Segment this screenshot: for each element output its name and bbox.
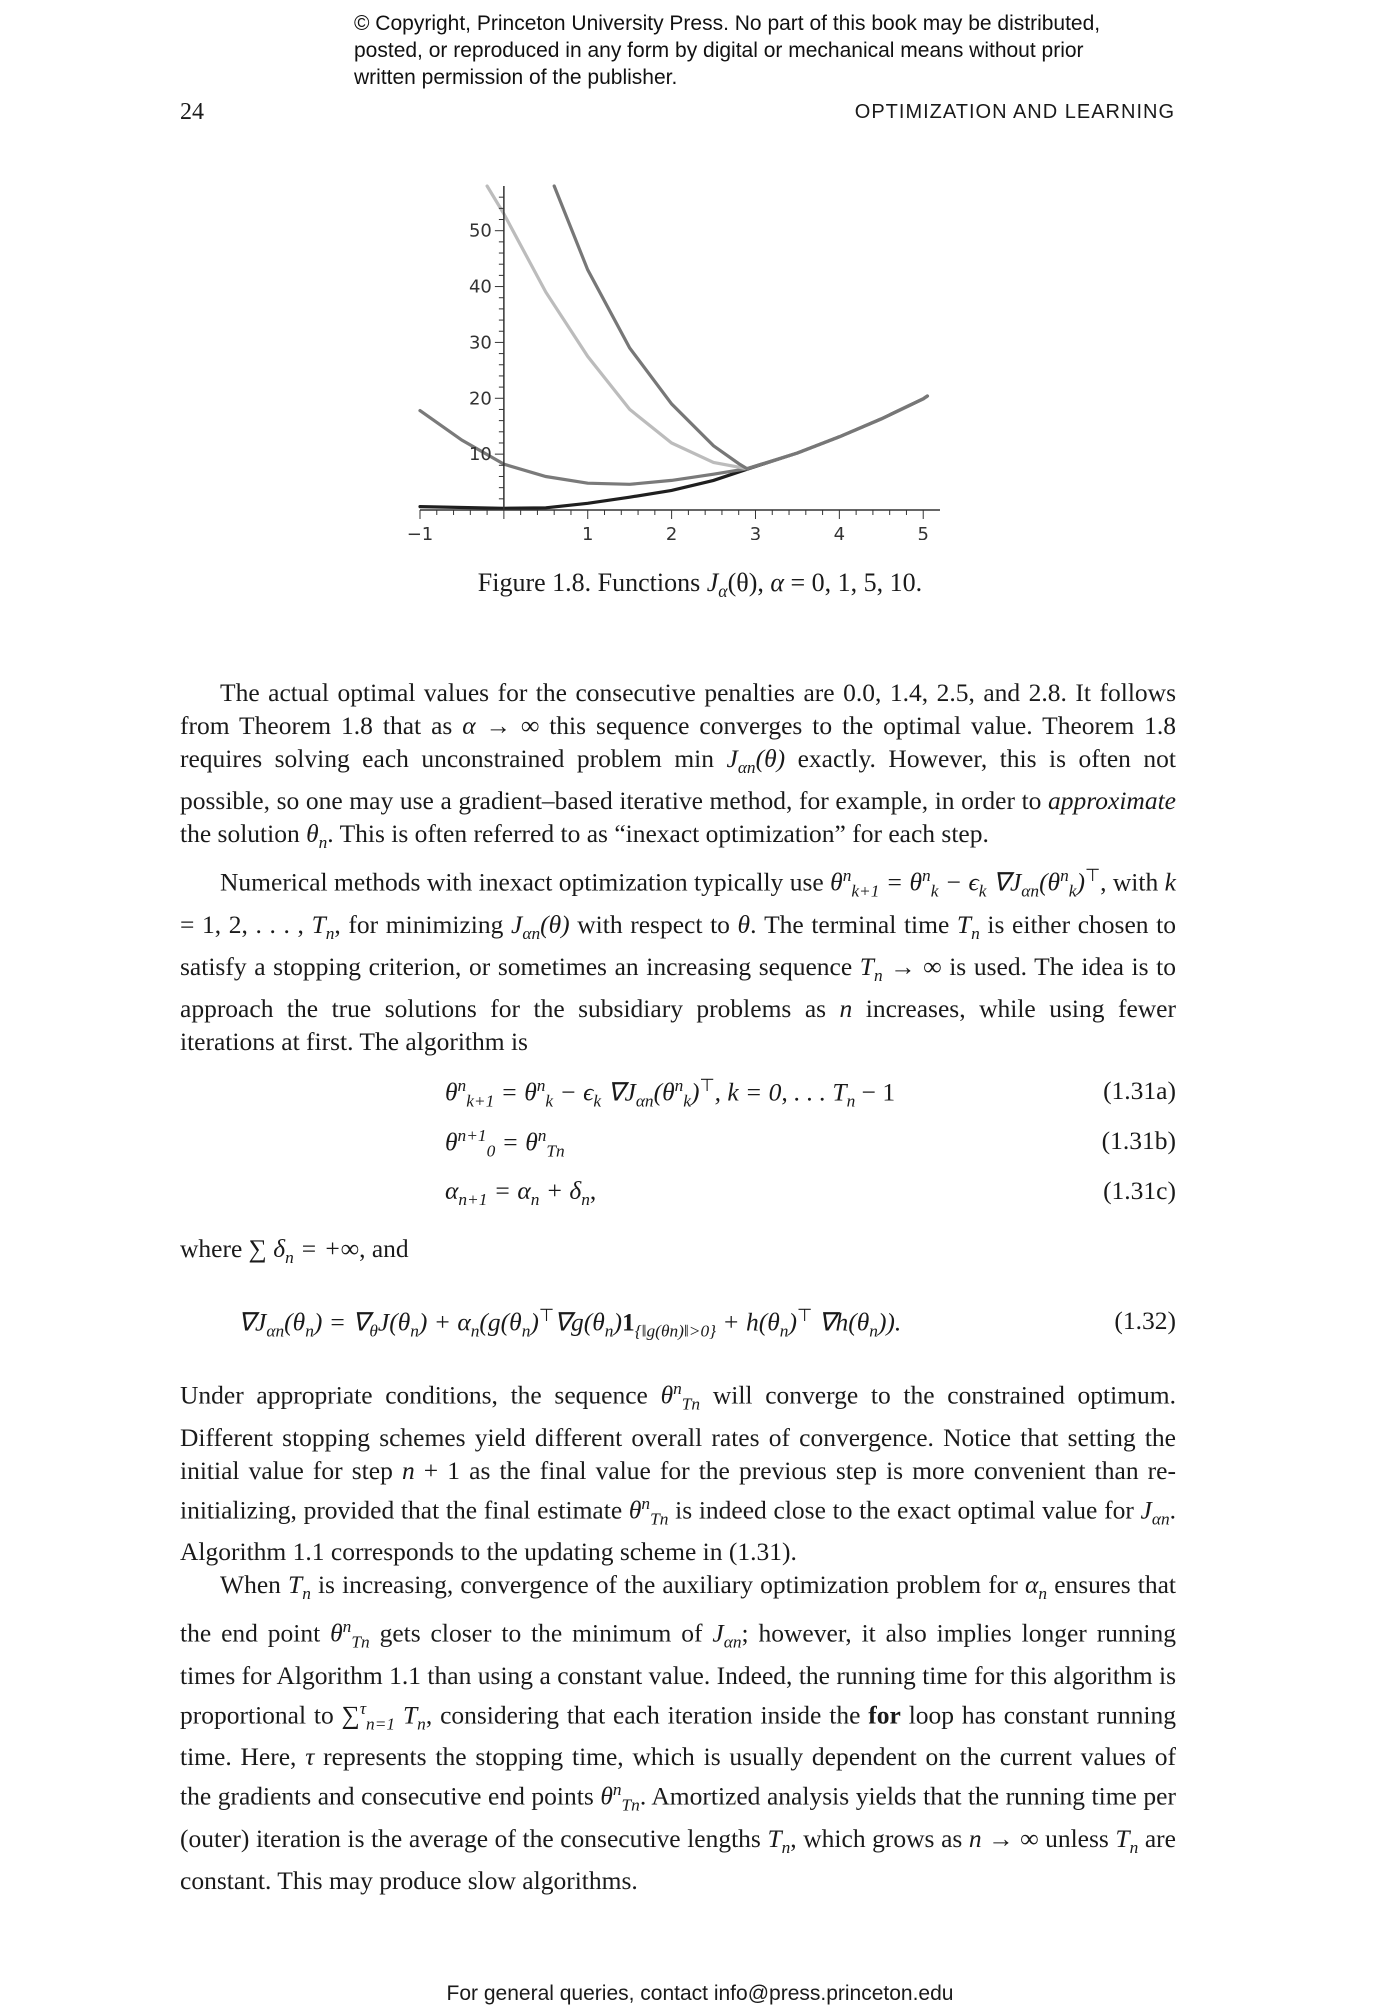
x-tick-label: −1 (406, 524, 434, 540)
where-line: where ∑ $\delta_n$ = +∞, and (180, 1234, 409, 1268)
series-line-1 (420, 396, 927, 508)
paragraph: The actual optimal values for the consecutive penalties are 0.0, 1.4, 2.5, and 2.8. It follows from Theorem 1.8 that as α → ∞ this sequence converges to the optimal value. Theorem 1.8 requires solving each unconstrained problem $\min J_{\alpha n}(\theta)$ exactly. However, this is often not possible, so one may use a gradient–based iterative method, for example, in order to approximate the solution $\theta_n$. This is often referred to as “inexact optimization” for each step. (180, 678, 1176, 853)
series-line-2 (420, 396, 927, 484)
x-tick-label: 4 (833, 524, 846, 540)
y-tick-label: 30 (468, 332, 492, 354)
paragraph: When $T_n$ is increasing, convergence of the auxiliary optimization problem for $\alpha_n$ ensures that the end point $\theta^n_{Tn}$ gets closer to the minimum of $J_{\alpha n}$; however, it also implies longer running times for Algorithm 1.1 than using a constant value. Indeed, the running time for this algorithm is proportional to ∑$^\tau_{n=1}$ $T_n$, considering that each iteration inside the for loop has constant running time. Here, τ represents the stopping time, which is usually dependent on the current values of the gradients and consecutive end points $\theta^n_{Tn}$. Amortized analysis yields that the running time per (outer) iteration is the average of the consecutive lengths $T_n$, which grows as n → ∞ unless $T_n$ are constant. This may produce slow algorithms. (180, 1570, 1177, 1896)
running-head: OPTIMIZATION AND LEARNING (854, 101, 1175, 123)
y-tick-label: 10 (468, 444, 492, 466)
equation-block (180, 1066, 1176, 1216)
figure-caption: Figure 1.8. Functions $J_\alpha(\theta)$, α = 0, 1, 5, 10. (477, 568, 923, 602)
footer-contact: For general queries, contact info@press.princeton.edu (446, 1982, 954, 2005)
series-line-4 (554, 186, 927, 469)
equation-row: $\theta^n_{k+1} = \theta^n_k - \epsilon_k$ $\nabla J_{\alpha n}(\theta^n_k)^⊤$, k = 0, . . . $T_n - 1$ (1.31a) (445, 1076, 1176, 1111)
y-tick-label: 50 (468, 220, 492, 242)
equation-number: (1.32) (1114, 1306, 1176, 1335)
paragraph: Numerical methods with inexact optimization typically use $\theta^n_{k+1} = \theta^n_k - \epsilon_k$ $\nabla J_{\alpha n}(\theta^n_k)^⊤$, with k = 1, 2, . . . , $T_n$, for minimizing $J_{\alpha n}(\theta)$ with respect to θ. The terminal time $T_n$ is either chosen to satisfy a stopping criterion, or sometimes an increasing sequence $T_n$ → ∞ is used. The idea is to approach the true solutions for the subsidiary problems as n increases, while using fewer iterations at first. The algorithm is (180, 866, 1176, 1056)
y-tick-label: 40 (468, 276, 492, 298)
body-text-lower (180, 1372, 1176, 1897)
equation-row: $\alpha_{n+1} = \alpha_n + \delta_n$, (1.31c) (445, 1176, 1176, 1210)
equation-number: (1.31a) (1103, 1076, 1176, 1105)
y-tick-label: 20 (468, 388, 492, 410)
equation-1-32: $\nabla J_{\alpha n}(\theta_n) = \nabla_\theta J(\theta_n) + \alpha_n(g(\theta_n)^⊤\nabla g(\theta_n)1_{\{‖g(\theta n)‖>0\}} + h(\theta_n)^⊤$ $\nabla h(\theta_n)$). (1.32) (238, 1306, 1176, 1341)
paragraph: Under appropriate conditions, the sequence $\theta^n_{Tn}$ will converge to the constrained optimum. Different stopping schemes yield different overall rates of convergence. Notice that setting the initial value for step n + 1 as the final value for the previous step is more convenient than re-initializing, provided that the final estimate $\theta^n_{Tn}$ is indeed close to the exact optimal value for $J_{\alpha n}$. Algorithm 1.1 corresponds to the updating scheme in (1.31). (180, 1379, 1176, 1567)
equation-number: (1.31b) (1101, 1126, 1176, 1155)
x-tick-label: 5 (917, 524, 929, 540)
copyright-notice: © Copyright, Princeton University Press. No part of this book may be distributed, posted, or reproduced in any form by digital or mechanical means without prior written permission of the publisher. (354, 12, 1101, 89)
body-text (180, 676, 1176, 1058)
figure-chart (400, 180, 960, 540)
x-tick-label: 1 (582, 524, 594, 540)
x-tick-label: 3 (749, 524, 762, 540)
equation-row: $\theta^{n+1}_0 = \theta^n_{Tn}$ (1.31b) (445, 1126, 1176, 1161)
x-tick-label: 2 (665, 524, 678, 540)
page-number: 24 (180, 99, 204, 125)
equation-number: (1.31c) (1103, 1176, 1176, 1205)
